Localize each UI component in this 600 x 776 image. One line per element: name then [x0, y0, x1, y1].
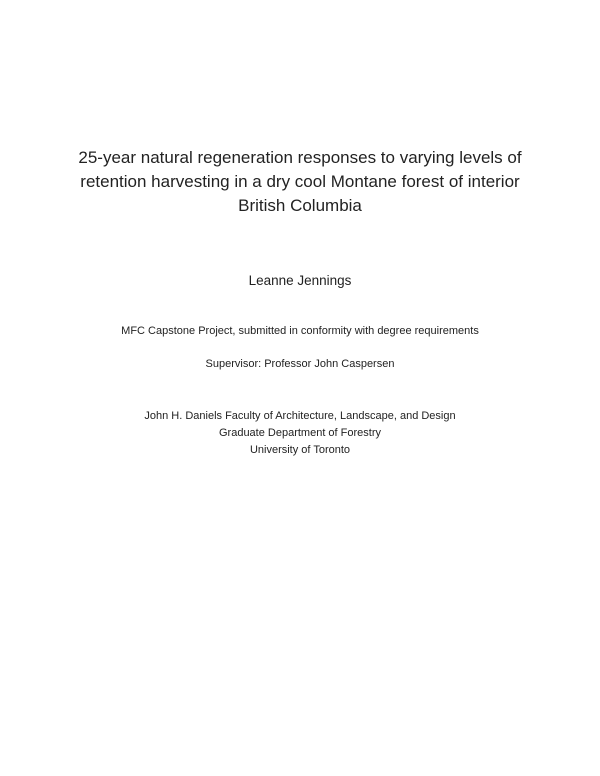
- affiliation-university: University of Toronto: [249, 444, 351, 456]
- author-name: Leanne Jennings: [248, 273, 352, 288]
- title-line-2: retention harvesting in a dry cool Montane forest of interior: [80, 172, 520, 191]
- affiliation-faculty: John H. Daniels Faculty of Architecture, Landscape, and Design: [144, 410, 456, 422]
- submission-statement: MFC Capstone Project, submitted in conformity with degree requirements: [121, 325, 479, 337]
- title-line-1: 25-year natural regeneration responses to varying levels of: [78, 148, 522, 167]
- document-title: [60, 146, 540, 218]
- affiliation-department: Graduate Department of Forestry: [218, 427, 381, 439]
- affiliation-block: [0, 408, 600, 459]
- supervisor-line: Supervisor: Professor John Caspersen: [205, 358, 395, 370]
- title-line-3: British Columbia: [238, 196, 362, 215]
